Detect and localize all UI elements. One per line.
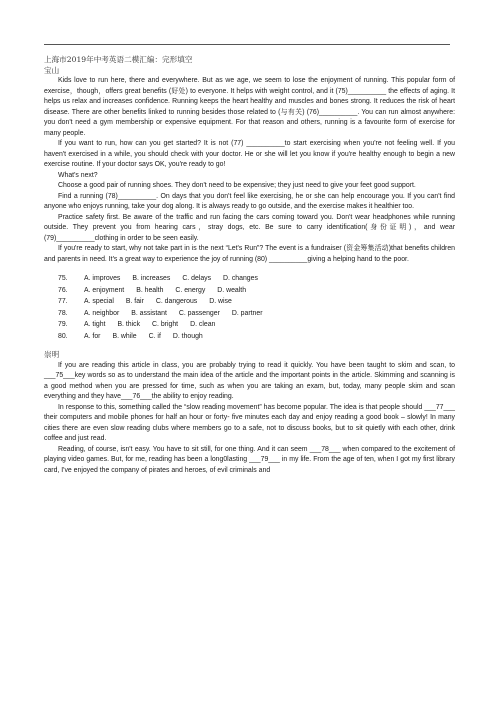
choice: A. improves [84,275,121,282]
choice: C. passenger [178,309,220,317]
choice: D. wealth [217,286,247,294]
question-number: 76. [58,286,68,294]
passage1-paragraph: Choose a good pair of running shoes. They don't need to be expensive; they just need to give your feet good support. [58,182,416,189]
question-number: 77. [58,298,68,305]
choice: C. bright [152,321,179,328]
choice: C. energy [175,286,206,294]
option-row [58,331,455,343]
district-label-baoshan: 宝山 [44,65,60,75]
option-row [58,296,455,308]
question-number: 75. [58,275,68,282]
choice: B. increases [132,275,171,282]
option-row [58,319,455,331]
choice: A. for [84,332,101,340]
option-row [58,285,455,297]
passage2-paragraph: In response to this, something called the “slow reading movement” has become popular. The idea is that people should ___77___ their computers and mobile phones for half an hour or forty- five minutes each day and enjoy reading a good book – slowly! In many cities there are even slow reading clubs where members go to a safe, not to discuss books, but to sit quietly with each other, drink coffee and just read. [44,403,455,442]
choice: D. wise [209,298,232,305]
choice: B. assistant [131,309,167,317]
choice: D. partner [231,309,263,317]
choice: C. if [148,332,161,340]
choice: A. neighbor [84,309,120,317]
district-label-chongming: 崇明 [44,350,60,359]
passage2-paragraph: Reading, of course, isn't easy. You have to sit still, for one thing. And it can seem ___78___ when compared to the excitement of playing video games. But, for me, reading has been a long0lasting ___79___ in my life. From the age of ten, when I got my first library card, I've enjoyed the company of pirates and heroes, of evil criminals and [44,445,455,474]
passage2-paragraph: If you are reading this article in class, you are probably trying to read it quickly. You have been taught to skim and scan, to ___75___key words so as to understand the main idea of the article and the important points in the article. Skimming and scanning is a good method when you are pressed for time, such as when you are taking an exam, but, today, many people skim and scan everything and they have___76___the ability to enjoy reading. [44,361,455,400]
choice: B. thick [117,321,141,328]
choice: D. though [172,332,203,340]
choice: A. enjoyment [84,286,125,294]
question-number: 79. [58,321,68,328]
choice: D. changes [223,275,258,282]
options-list [58,273,455,342]
question-number: 80. [58,332,68,340]
passage1-paragraph: Practice safety first. Be aware of the traffic and run facing the cars coming toward you. Don't wear headphones while running outside. They prevent you from hearing cars，stray dogs, etc. Be sure to carry identification(身份证明)，and wear (79)__________clothing in order to be seen easily. [44,213,455,242]
choice: C. delays [182,275,212,282]
choice: C. dangerous [155,298,198,305]
document-title: 上海市2019年中考英语二模汇编：完形填空 [44,55,193,64]
option-row [58,273,455,285]
choice: B. health [136,286,164,294]
question-number: 78. [58,309,68,317]
choice: A. tight [84,321,106,328]
header-rule [44,44,450,45]
passage1-paragraph: If you want to run, how can you get started? It is not (77) __________to start exercising when you're not feeling well. If you haven't exercised in a while, you should check with your doctor. He or she will let you know if you're healthy enough to begin a new exercise routine. If your doctor says OK, you're ready to go! [44,140,455,168]
option-row [58,308,455,320]
choice: D. clean [190,321,216,328]
choice: B. while [112,332,137,340]
passage1-paragraph: What's next? [58,171,98,179]
passage1-paragraph: Kids love to run here, there and everywhere. But as we age, we seem to lose the enjoyment of running. This popular form of exercise，though，offers great benefits (好处) to everyone. It helps with weight control, and it (75)__________ the effects of aging. It helps us relax and increases confidence. Running keeps the heart healthy and muscles and bones strong. It reduces the risk of heart disease. There are other benefits linked to running besides those related to (与有关) (76)__________. You can run almost anywhere: you don't need a gym membership or expensive equipment. For that reason and others, running is a favourite form of exercise for many people. [44,77,455,137]
choice: A. special [84,298,114,305]
passage1-paragraph: Find a running (78)__________. On days that you don't feel like exercising, he or she can help encourage you. If you can't find anyone who enjoys running, take your dog along. It is always ready to go outside, and the exercise makes it healthier too. [44,192,455,210]
choice: B. fair [125,298,144,305]
passage1-paragraph: If you're ready to start, why not take part in is the next “Let's Run”? The event is a fundraiser (资金筹集活动)that benefits children and parents in need. It's a great way to experience the joy of running (80) __________giving a helping hand to the poor. [44,245,455,263]
document-page [44,55,455,476]
